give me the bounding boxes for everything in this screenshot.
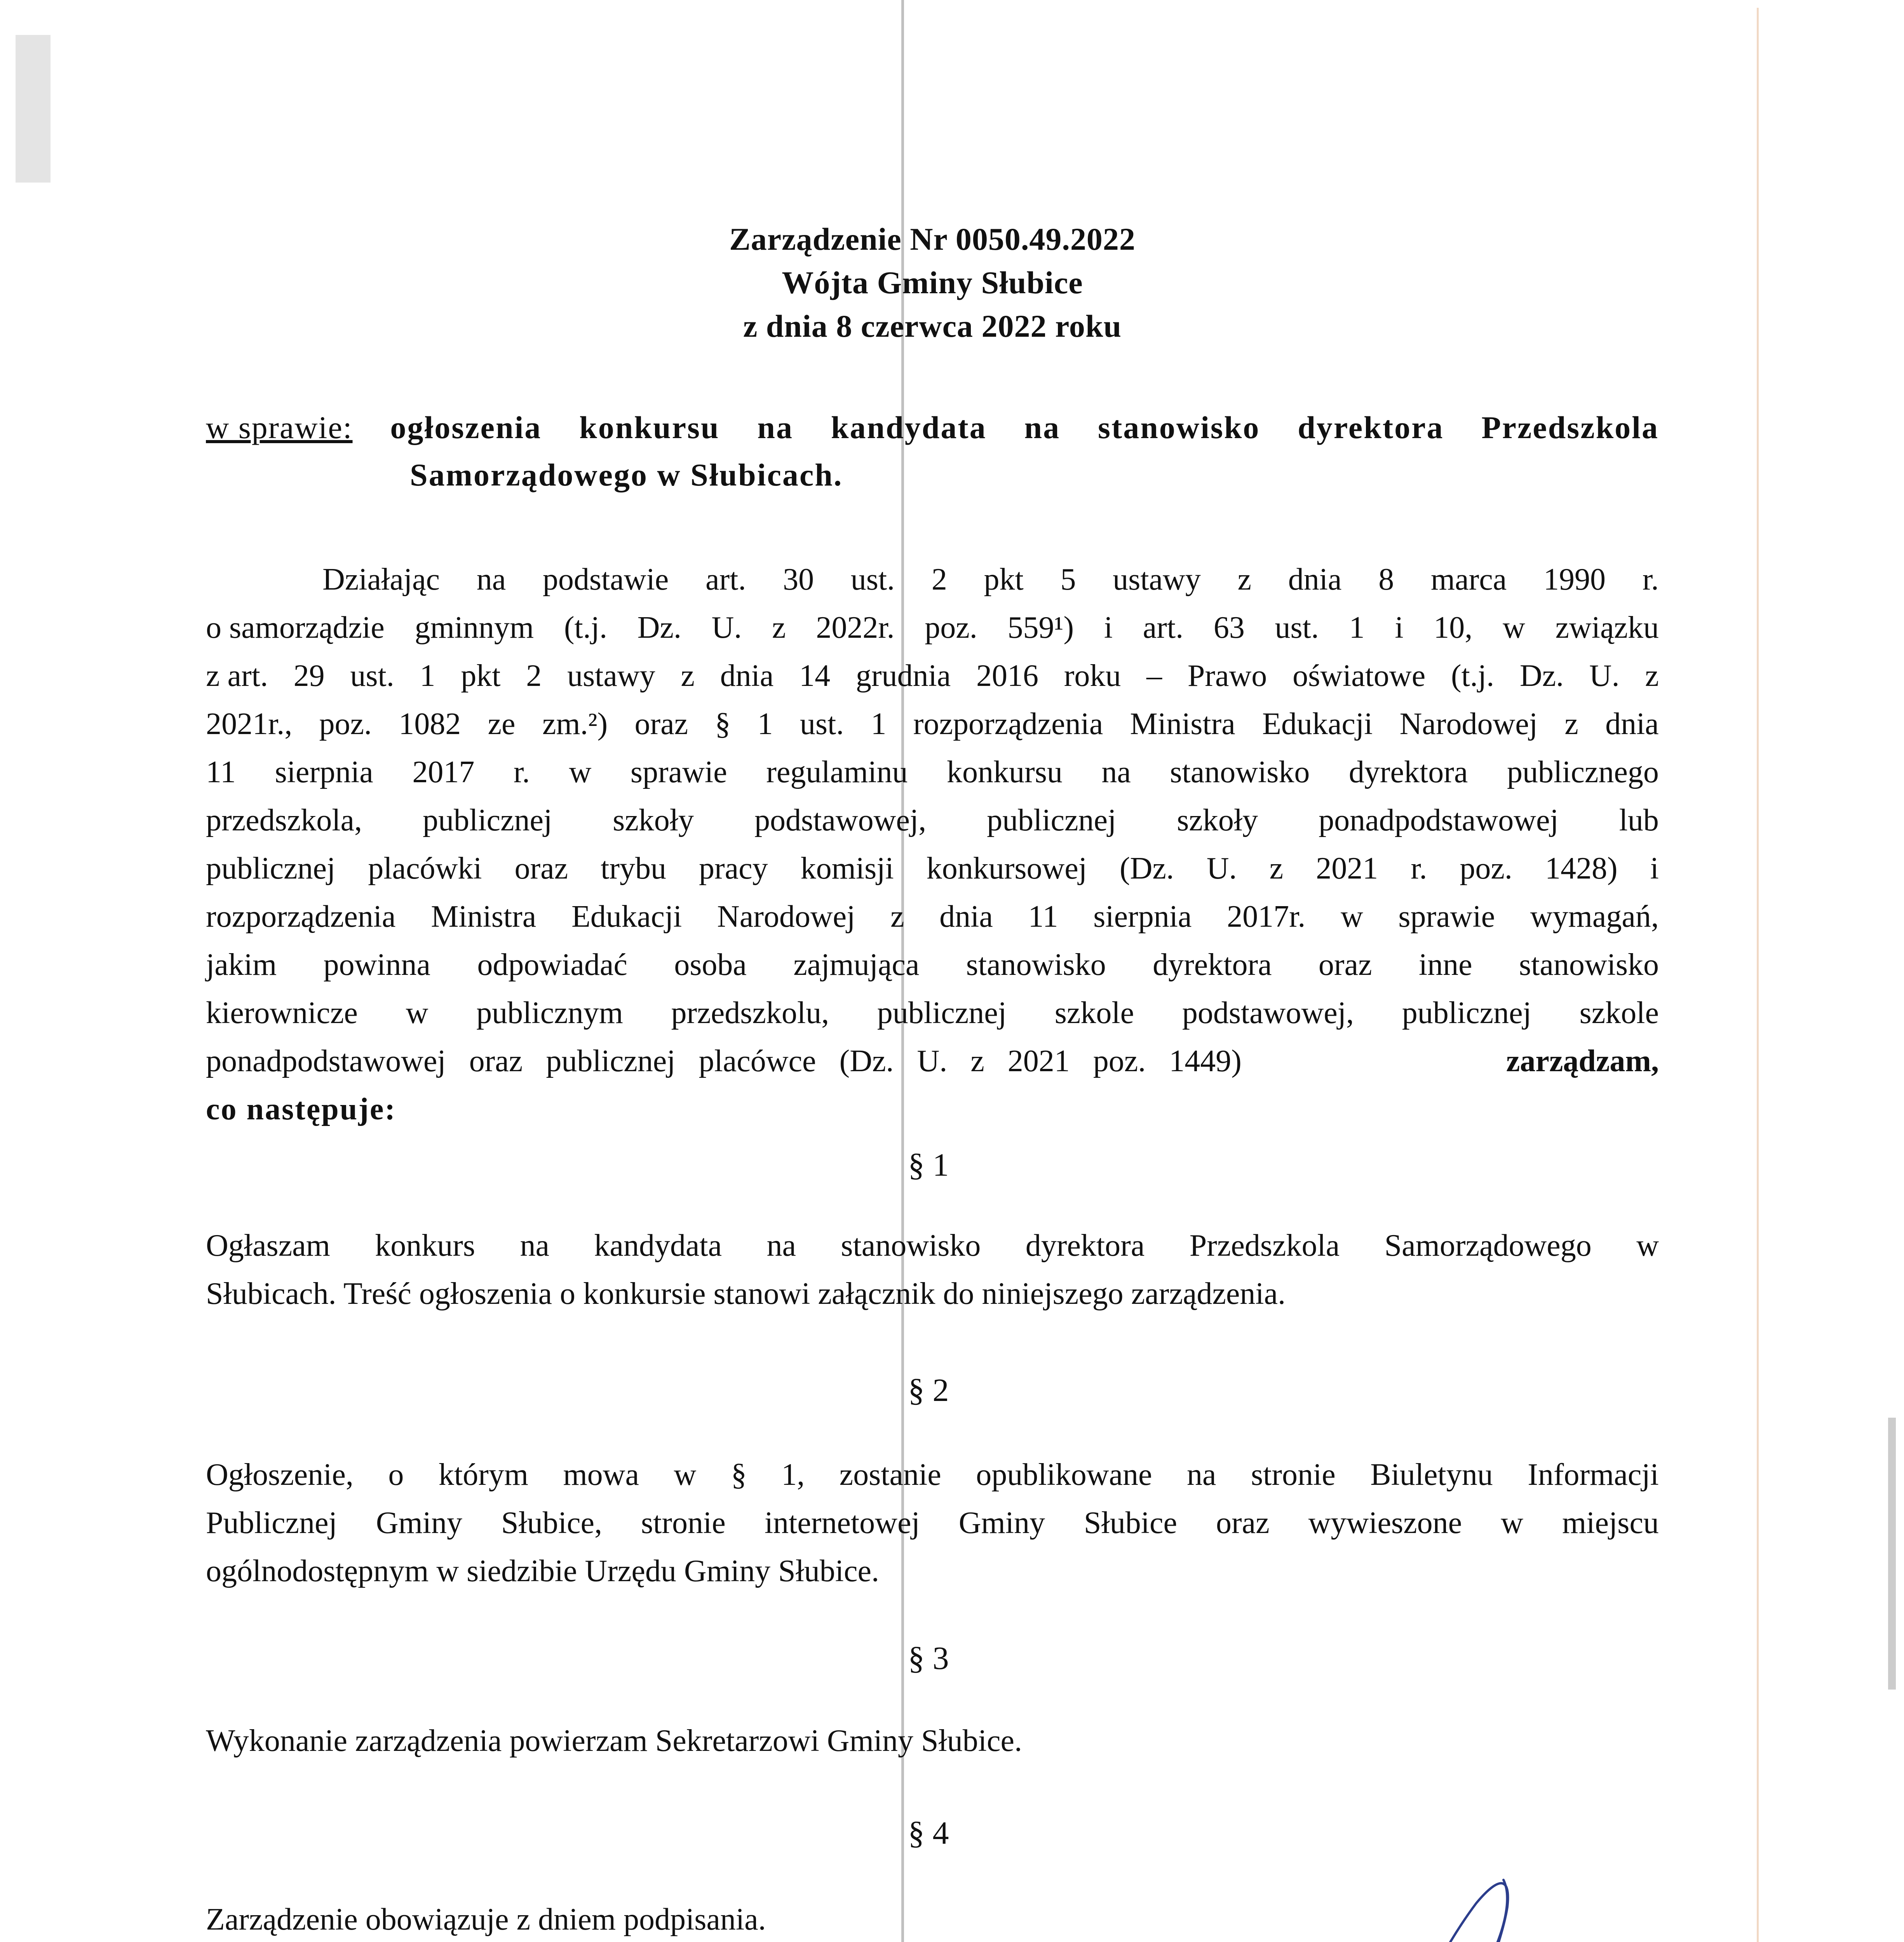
preamble-line: [206, 796, 1659, 844]
subject-word: dyrektora: [1298, 410, 1444, 445]
preamble-line: [206, 1037, 1659, 1085]
word: w: [1502, 611, 1525, 645]
section-line: [206, 1499, 1659, 1547]
preamble: [206, 555, 1659, 1133]
section-line: [206, 1270, 1659, 1318]
word: 2022r.: [816, 611, 895, 645]
word: podstawowej,: [1182, 996, 1354, 1030]
word: oraz: [1318, 948, 1372, 982]
word: ust.: [350, 659, 394, 693]
word: 5: [1060, 562, 1076, 597]
word: pkt: [984, 562, 1024, 597]
word: kierownicze: [206, 996, 358, 1030]
word: zostanie: [839, 1458, 941, 1492]
word: Przedszkola: [1189, 1229, 1340, 1263]
word: –: [1146, 659, 1162, 693]
word: Ogłaszam: [206, 1229, 330, 1263]
word: publicznego: [1507, 755, 1659, 789]
word: U.: [711, 611, 742, 645]
word: szkole: [1054, 996, 1134, 1030]
word: publicznej: [1402, 996, 1531, 1030]
word: (t.j.: [1451, 659, 1495, 693]
word: stanowisko: [1170, 755, 1310, 789]
word: dnia: [1605, 707, 1659, 741]
word: wymagań,: [1530, 900, 1659, 934]
word: mowa: [563, 1458, 639, 1492]
word: z: [1564, 707, 1578, 741]
word: art.: [1143, 611, 1184, 645]
word: sprawie: [630, 755, 727, 789]
subject-word: konkursu: [579, 410, 720, 445]
word: 1: [420, 659, 435, 693]
word: Gminy: [958, 1506, 1045, 1540]
section-text: Zarządzenie obowiązuje z dniem podpisania.: [206, 1902, 766, 1937]
word: o: [388, 1458, 404, 1492]
word: na: [476, 562, 506, 597]
preamble-closing: co następuje:: [206, 1092, 397, 1126]
word: Ogłoszenie,: [206, 1458, 354, 1492]
section-1-text: [206, 1222, 1659, 1318]
word: oraz: [1216, 1506, 1270, 1540]
word: ust.: [850, 562, 895, 597]
word: 1: [757, 707, 773, 741]
word: 63: [1213, 611, 1245, 645]
word: podstawowej,: [754, 803, 927, 837]
word: dyrektora: [1348, 755, 1468, 789]
word: 11: [1028, 900, 1058, 934]
word: Dz.: [1519, 659, 1564, 693]
word: związku: [1555, 611, 1659, 645]
word: w: [1501, 1506, 1523, 1540]
word: przedszkolu,: [671, 996, 829, 1030]
word: konkurs: [375, 1229, 476, 1263]
word: szkole: [1579, 996, 1659, 1030]
section-2-sign: § 2: [908, 1372, 949, 1408]
section-2-text: [206, 1451, 1659, 1595]
word: grudnia: [855, 659, 951, 693]
word: opublikowane: [976, 1458, 1152, 1492]
word: sierpnia: [275, 755, 373, 789]
word: na: [1101, 755, 1131, 789]
word: przedszkola,: [206, 803, 362, 837]
word: Informacji: [1528, 1458, 1659, 1492]
word: Edukacji: [571, 900, 682, 934]
word: stanowisko: [841, 1229, 981, 1263]
subject-word: ogłoszenia: [390, 410, 542, 445]
word: dyrektora: [1153, 948, 1272, 982]
word: w: [569, 755, 592, 789]
word: 10,: [1434, 611, 1473, 645]
word: komisji: [800, 851, 894, 886]
word: regulaminu: [766, 755, 908, 789]
word: Gminy: [376, 1506, 462, 1540]
word: 2: [931, 562, 947, 597]
word: na: [520, 1229, 549, 1263]
scan-edge-noise: [1888, 1418, 1896, 1690]
word: 1082: [399, 707, 461, 741]
word: r.: [513, 755, 530, 789]
word: 1990: [1543, 562, 1606, 597]
word: Ministra: [1130, 707, 1235, 741]
word: z: [772, 611, 786, 645]
word: sprawie: [1398, 900, 1495, 934]
word: Ministra: [431, 900, 537, 934]
preamble-line: [206, 941, 1659, 989]
word: stanowisko: [966, 948, 1106, 982]
document-header: [388, 218, 1476, 348]
word: Biuletynu: [1370, 1458, 1493, 1492]
preamble-line: [206, 652, 1659, 700]
word: poz.: [319, 707, 372, 741]
word: 29: [293, 659, 325, 693]
section-line: [206, 1451, 1659, 1499]
word: 1: [871, 707, 887, 741]
word: sierpnia: [1093, 900, 1192, 934]
preamble-line: [206, 844, 1659, 893]
word: i: [1650, 851, 1659, 886]
word: w: [1636, 1229, 1659, 1263]
word: Prawo: [1187, 659, 1267, 693]
word: U.: [1589, 659, 1620, 693]
word: z: [681, 659, 695, 693]
word: konkursowej: [926, 851, 1087, 886]
word: i: [1395, 611, 1404, 645]
word: konkursu: [947, 755, 1063, 789]
word: szkoły: [613, 803, 694, 837]
word: odpowiadać: [477, 948, 627, 982]
section-line: [206, 1222, 1659, 1270]
word: §: [715, 707, 731, 741]
word: trybu: [601, 851, 666, 886]
subject-line-1: [206, 404, 1659, 451]
word: 2021: [1316, 851, 1378, 886]
word: r.: [1411, 851, 1427, 886]
word: powinna: [323, 948, 431, 982]
word: lub: [1619, 803, 1659, 837]
word: osoba: [674, 948, 747, 982]
word: stanowisko: [1519, 948, 1659, 982]
word: pracy: [699, 851, 768, 886]
section-text: ogólnodostępnym w siedzibie Urzędu Gminy Słubice.: [206, 1554, 880, 1588]
word: gminnym: [415, 611, 534, 645]
word: ust.: [800, 707, 844, 741]
subject-line-2: Samorządowego w Słubicach.: [410, 457, 843, 492]
word: placówki: [368, 851, 482, 886]
word: art.: [706, 562, 746, 597]
word: kandydata: [594, 1229, 722, 1263]
word: na: [1187, 1458, 1216, 1492]
word: Narodowej: [717, 900, 855, 934]
word: 8: [1378, 562, 1394, 597]
section-text: Słubicach. Treść ogłoszenia o konkursie stanowi załącznik do niniejszego zarządzenia.: [206, 1277, 1286, 1311]
word: na: [766, 1229, 796, 1263]
preamble-line: [206, 748, 1659, 796]
word: Publicznej: [206, 1506, 337, 1540]
section-3-sign: § 3: [908, 1640, 949, 1676]
word: Słubice,: [501, 1506, 602, 1540]
preamble-line: [206, 604, 1659, 652]
word: r.: [1642, 562, 1659, 597]
word: 2016: [976, 659, 1038, 693]
preamble-text: ponadpodstawowej oraz publicznej placówce (Dz. U. z 2021 poz. 1449): [206, 1044, 1242, 1078]
word: 11: [206, 755, 236, 789]
word: z: [890, 900, 904, 934]
section-line: [206, 1547, 1659, 1595]
subject-lead: w sprawie:: [206, 410, 353, 445]
word: miejscu: [1562, 1506, 1659, 1540]
preamble-line: [206, 1085, 1659, 1133]
word: 30: [783, 562, 814, 597]
word: Edukacji: [1262, 707, 1373, 741]
word: (Dz.: [1119, 851, 1174, 886]
word: z: [1645, 659, 1659, 693]
preamble-line: [206, 700, 1659, 748]
word: publicznej: [422, 803, 552, 837]
word: Dz.: [637, 611, 681, 645]
word: U.: [1206, 851, 1237, 886]
word: stronie: [641, 1506, 726, 1540]
word: oraz: [514, 851, 568, 886]
word: Samorządowego: [1384, 1229, 1592, 1263]
word: z art.: [206, 659, 268, 693]
subject-word: Przedszkola: [1481, 410, 1659, 445]
word: podstawie: [542, 562, 669, 597]
word: ponadpodstawowej: [1319, 803, 1559, 837]
word: Działając: [322, 562, 440, 597]
word: szkoły: [1177, 803, 1258, 837]
handwritten-signature: [1204, 1857, 1593, 1942]
scan-edge-noise: [16, 35, 51, 183]
preamble-decree: zarządzam,: [1506, 1044, 1659, 1078]
word: o samorządzie: [206, 611, 385, 645]
word: inne: [1418, 948, 1472, 982]
word: (t.j.: [564, 611, 607, 645]
word: publicznej: [877, 996, 1007, 1030]
word: ust.: [1275, 611, 1319, 645]
ordinance-number: Zarządzenie Nr 0050.49.2022: [729, 221, 1136, 257]
word: zm.²): [542, 707, 608, 741]
word: publicznej: [206, 851, 336, 886]
section-4-sign: § 4: [908, 1815, 949, 1851]
preamble-line: [206, 893, 1659, 941]
subject-word: stanowisko: [1098, 410, 1260, 445]
word: 2021r.,: [206, 707, 293, 741]
word: i: [1104, 611, 1113, 645]
word: publicznym: [476, 996, 623, 1030]
word: roku: [1064, 659, 1121, 693]
word: wywieszone: [1308, 1506, 1462, 1540]
subject: [206, 404, 1659, 499]
word: ustawy: [1113, 562, 1201, 597]
scan-margin-line: [1757, 8, 1759, 1942]
word: pkt: [461, 659, 501, 693]
preamble-line: [206, 555, 1659, 604]
section-1-sign: § 1: [908, 1147, 949, 1183]
word: 1,: [781, 1458, 805, 1492]
word: ze: [488, 707, 516, 741]
word: rozporządzenia: [913, 707, 1103, 741]
word: jakim: [206, 948, 277, 982]
word: poz.: [925, 611, 977, 645]
word: publicznej: [987, 803, 1117, 837]
word: Słubice: [1084, 1506, 1177, 1540]
word: w: [1340, 900, 1363, 934]
word: dyrektora: [1025, 1229, 1145, 1263]
word: dnia: [1288, 562, 1342, 597]
word: poz.: [1460, 851, 1512, 886]
word: ustawy: [567, 659, 655, 693]
word: internetowej: [764, 1506, 920, 1540]
subject-word: na: [1024, 410, 1061, 445]
word: 14: [799, 659, 831, 693]
word: z: [1269, 851, 1284, 886]
word: 2: [526, 659, 542, 693]
section-text: Wykonanie zarządzenia powierzam Sekretarzowi Gminy Słubice.: [206, 1724, 1022, 1758]
word: w: [674, 1458, 697, 1492]
word: 2017r.: [1227, 900, 1306, 934]
subject-word: na: [757, 410, 794, 445]
word: rozporządzenia: [206, 900, 396, 934]
word: 1: [1349, 611, 1365, 645]
word: dnia: [720, 659, 774, 693]
subject-word: kandydata: [831, 410, 987, 445]
issue-date: z dnia 8 czerwca 2022 roku: [743, 308, 1122, 344]
word: stronie: [1251, 1458, 1336, 1492]
section-3-text: [206, 1717, 1659, 1765]
preamble-line: [206, 989, 1659, 1037]
word: zajmująca: [793, 948, 920, 982]
word: dnia: [939, 900, 993, 934]
word: którym: [438, 1458, 528, 1492]
word: z: [1237, 562, 1252, 597]
word: marca: [1430, 562, 1507, 597]
word: 2017: [412, 755, 475, 789]
word: 559¹): [1007, 611, 1074, 645]
issuer: Wójta Gminy Słubice: [782, 265, 1083, 300]
word: Narodowej: [1399, 707, 1538, 741]
word: oświatowe: [1293, 659, 1426, 693]
word: §: [731, 1458, 747, 1492]
section-line: [206, 1717, 1659, 1765]
word: w: [406, 996, 429, 1030]
word: oraz: [634, 707, 688, 741]
word: 1428): [1545, 851, 1618, 886]
